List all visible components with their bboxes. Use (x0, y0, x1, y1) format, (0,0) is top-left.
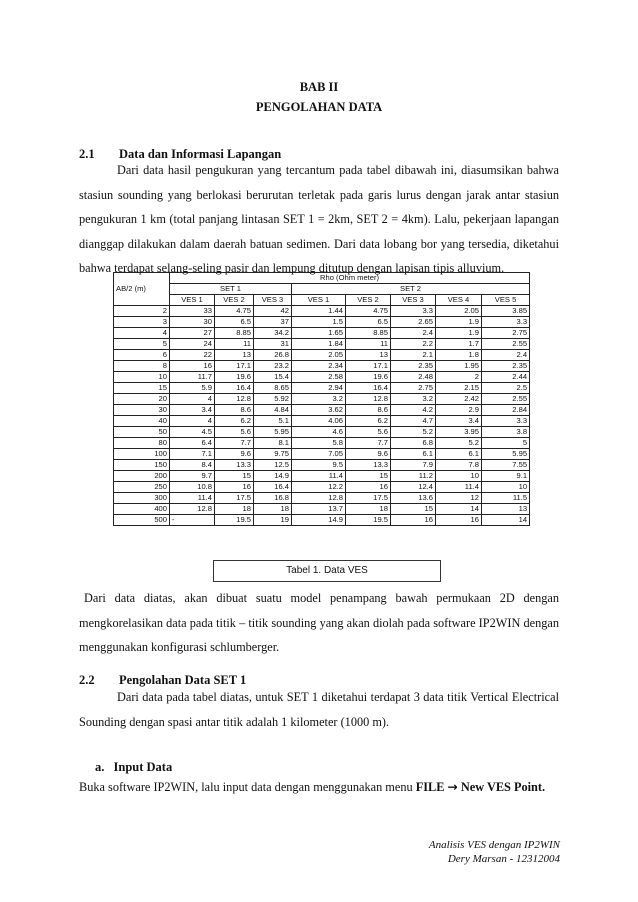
table-row (114, 471, 530, 482)
rho-cell: 2.48 (391, 372, 436, 383)
rho-cell: 11.7 (170, 372, 215, 383)
rho-cell: 9.75 (254, 449, 292, 460)
rho-cell: 8.65 (254, 383, 292, 394)
rho-cell: 2.84 (482, 405, 530, 416)
ab2-cell: 5 (114, 339, 170, 350)
ab2-cell: 20 (114, 394, 170, 405)
rho-cell: 24 (170, 339, 215, 350)
ab2-cell: 3 (114, 317, 170, 328)
rho-cell: 12.4 (391, 482, 436, 493)
rho-cell: 11.4 (292, 471, 346, 482)
column-header: VES 1 (292, 295, 346, 306)
section-2-paragraph (79, 685, 559, 734)
column-header: VES 3 (391, 295, 436, 306)
rho-cell: 9.6 (215, 449, 254, 460)
rho-cell: 12.8 (215, 394, 254, 405)
rho-cell: 7.55 (482, 460, 530, 471)
ab2-cell: 15 (114, 383, 170, 394)
rho-cell: 2.1 (391, 350, 436, 361)
header-set1: SET 1 (170, 284, 292, 295)
rho-cell: 22 (170, 350, 215, 361)
rho-cell: 16 (391, 515, 436, 526)
rho-cell: 2.35 (391, 361, 436, 372)
chapter-label: BAB II (299, 80, 339, 94)
rho-cell: 34.2 (254, 328, 292, 339)
rho-cell: 8.1 (254, 438, 292, 449)
rho-cell: 2.44 (482, 372, 530, 383)
table-row (114, 460, 530, 471)
rho-cell: 2.75 (391, 383, 436, 394)
ab2-cell: 50 (114, 427, 170, 438)
rho-cell: 10 (436, 471, 482, 482)
rho-cell: 4.5 (170, 427, 215, 438)
rho-cell: 4.84 (254, 405, 292, 416)
rho-cell: 14.9 (292, 515, 346, 526)
rho-cell: 5 (482, 438, 530, 449)
rho-cell: 18 (346, 504, 391, 515)
rho-cell: 3.8 (482, 427, 530, 438)
rho-cell: 10.8 (170, 482, 215, 493)
column-header: VES 1 (170, 295, 215, 306)
table-row (114, 372, 530, 383)
rho-cell: 5.2 (436, 438, 482, 449)
rho-cell: 15 (391, 504, 436, 515)
table-row (114, 493, 530, 504)
column-header: VES 5 (482, 295, 530, 306)
rho-cell: 15 (215, 471, 254, 482)
rho-cell: 6.1 (436, 449, 482, 460)
rho-cell: 2.65 (391, 317, 436, 328)
rho-cell: 16 (436, 515, 482, 526)
rho-cell: 1.95 (436, 361, 482, 372)
rho-cell: 6.5 (346, 317, 391, 328)
rho-cell: 5.95 (254, 427, 292, 438)
rho-cell: 14.9 (254, 471, 292, 482)
ab2-cell: 400 (114, 504, 170, 515)
paragraph-line: Dari data pada tabel diatas, untuk SET 1 diketahui terdapat 3 data titik Vertical Electrical (117, 690, 559, 704)
rho-cell: 1.84 (292, 339, 346, 350)
rho-cell: 5.6 (215, 427, 254, 438)
subsection-title: Input Data (113, 760, 173, 774)
ves-data-table (113, 272, 529, 554)
rho-cell: 9.1 (482, 471, 530, 482)
header-rho: Rho (Ohm meter) (170, 273, 530, 284)
rho-cell: 5.2 (391, 427, 436, 438)
rho-cell: 1.44 (292, 306, 346, 317)
rho-cell: 2.9 (436, 405, 482, 416)
after-table-paragraph (79, 586, 559, 660)
ab2-cell: 300 (114, 493, 170, 504)
rho-cell: 3.95 (436, 427, 482, 438)
table-row (114, 416, 530, 427)
footer-author: Dery Marsan - 12312004 (447, 853, 560, 865)
rho-cell: 2.55 (482, 339, 530, 350)
menu-new-ves-point: New VES Point. (460, 780, 546, 794)
rho-cell: 1.65 (292, 328, 346, 339)
rho-cell: 17.1 (215, 361, 254, 372)
table-row (114, 350, 530, 361)
paragraph-line: mengkorelasikan data pada titik – titik sounding yang akan diolah pada software IP2WIN dengan (79, 615, 559, 630)
rho-cell: 3.2 (292, 394, 346, 405)
rho-cell: 11.4 (170, 493, 215, 504)
rho-cell: 9.7 (170, 471, 215, 482)
rho-cell: 19.5 (215, 515, 254, 526)
rho-cell: 16.8 (254, 493, 292, 504)
rho-cell: 18 (254, 504, 292, 515)
rho-cell: 2 (436, 372, 482, 383)
rho-cell: 13 (346, 350, 391, 361)
ab2-cell: 30 (114, 405, 170, 416)
rho-cell: 6.5 (215, 317, 254, 328)
rho-cell: 7.7 (215, 438, 254, 449)
paragraph-line: menggunakan konfigurasi schlumberger. (79, 640, 280, 654)
rho-cell: 6.8 (391, 438, 436, 449)
page-footer (429, 838, 560, 866)
rho-cell: 1.9 (436, 317, 482, 328)
rho-cell: 4.6 (292, 427, 346, 438)
table-row (114, 306, 530, 317)
ab2-cell: 250 (114, 482, 170, 493)
rho-cell: 17.1 (346, 361, 391, 372)
rho-cell: 26.8 (254, 350, 292, 361)
rho-cell: 15.4 (254, 372, 292, 383)
section-number: 2.2 (79, 673, 95, 687)
rho-cell: 2.55 (482, 394, 530, 405)
rho-cell: 8.85 (346, 328, 391, 339)
column-header: VES 2 (346, 295, 391, 306)
rho-cell: 11.2 (391, 471, 436, 482)
rho-cell: 3.62 (292, 405, 346, 416)
table-row (114, 328, 530, 339)
rho-cell: 17.5 (215, 493, 254, 504)
ab2-cell: 6 (114, 350, 170, 361)
rho-cell: 2.34 (292, 361, 346, 372)
rho-cell: 16 (170, 361, 215, 372)
rho-cell: 19 (254, 515, 292, 526)
paragraph-line: dianggap dilakukan dalam daerah batuan sedimen. Dari data lobang bor yang tersedia, diketahui (79, 236, 559, 251)
rho-cell: 2.5 (482, 383, 530, 394)
rho-cell: 6.4 (170, 438, 215, 449)
rho-cell: 13.7 (292, 504, 346, 515)
rho-cell: 3.4 (436, 416, 482, 427)
rho-cell: 4.2 (391, 405, 436, 416)
rho-cell: 5.6 (346, 427, 391, 438)
rho-cell: 5.92 (254, 394, 292, 405)
rho-cell: 31 (254, 339, 292, 350)
rho-cell: 7.05 (292, 449, 346, 460)
rho-cell: 9.5 (292, 460, 346, 471)
rho-cell: 18 (215, 504, 254, 515)
ab2-cell: 4 (114, 328, 170, 339)
rho-cell: 2.2 (391, 339, 436, 350)
paragraph-line: pengukuran 1 km (total panjang lintasan SET 1 = 2km, SET 2 = 4km). Lalu, pekerjaan lapangan (79, 212, 559, 226)
rho-cell: 7.9 (391, 460, 436, 471)
rho-cell: 6.2 (346, 416, 391, 427)
paragraph-line: bahwa terdapat selang-seling pasir dan lempung ditutup dengan lapisan tipis alluvium. (79, 261, 505, 275)
rho-cell: 3.3 (391, 306, 436, 317)
rho-cell: 7.1 (170, 449, 215, 460)
rho-cell: 8.4 (170, 460, 215, 471)
ab2-cell: 500 (114, 515, 170, 526)
rho-cell: 12.5 (254, 460, 292, 471)
rho-cell: 5.9 (170, 383, 215, 394)
rho-cell: 11.5 (482, 493, 530, 504)
section-1-paragraph (79, 158, 559, 281)
rho-cell: 12.2 (292, 482, 346, 493)
column-header: VES 4 (436, 295, 482, 306)
paragraph-line: Sounding dengan spasi antar titik adalah 1 kilometer (1000 m). (79, 714, 390, 729)
rho-cell: 3.2 (391, 394, 436, 405)
ab2-cell: 150 (114, 460, 170, 471)
paragraph-line: Dari data hasil pengukuran yang tercantum pada tabel dibawah ini, diasumsikan bahwa (117, 163, 559, 177)
ab2-cell: 200 (114, 471, 170, 482)
rho-cell: 4.06 (292, 416, 346, 427)
footer-title: Analisis VES dengan IP2WIN (428, 839, 560, 851)
section-number: 2.1 (79, 147, 95, 161)
rho-cell: 4 (170, 416, 215, 427)
rho-cell: 12.8 (170, 504, 215, 515)
rho-cell: 2.4 (391, 328, 436, 339)
rho-cell: 16.4 (254, 482, 292, 493)
ab2-cell: 2 (114, 306, 170, 317)
rho-cell: 8.6 (346, 405, 391, 416)
rho-cell: 14 (482, 515, 530, 526)
table-row (114, 482, 530, 493)
rho-cell: 27 (170, 328, 215, 339)
rho-cell: 16 (346, 482, 391, 493)
chapter-title: PENGOLAHAN DATA (255, 100, 383, 114)
input-instruction (79, 775, 599, 800)
table-caption: Tabel 1. Data VES (213, 560, 441, 582)
ab2-cell: 80 (114, 438, 170, 449)
table-row (114, 405, 530, 416)
rho-cell: 6.1 (391, 449, 436, 460)
subsection-a-heading (95, 760, 172, 775)
rho-cell: 33 (170, 306, 215, 317)
rho-cell: 15 (346, 471, 391, 482)
rho-cell: 5.1 (254, 416, 292, 427)
rho-cell: 4.75 (346, 306, 391, 317)
rho-cell: 8.6 (215, 405, 254, 416)
rho-cell: 11.4 (436, 482, 482, 493)
ab2-cell: 100 (114, 449, 170, 460)
rho-cell: 3.4 (170, 405, 215, 416)
rho-cell: 12 (436, 493, 482, 504)
table-row (114, 504, 530, 515)
table-row (114, 438, 530, 449)
rho-cell: 7.8 (436, 460, 482, 471)
rho-cell: 2.05 (436, 306, 482, 317)
arrow-right-icon: → (447, 780, 458, 794)
table-row (114, 449, 530, 460)
rho-cell: 12.8 (346, 394, 391, 405)
rho-cell: 13.6 (391, 493, 436, 504)
rho-cell: 42 (254, 306, 292, 317)
paragraph-line: stasiun sounding yang berlokasi berurutan terletak pada garis lurus dengan jarak antar stasiun (79, 187, 559, 202)
subsection-label: a. (95, 760, 105, 774)
rho-cell: 2.75 (482, 328, 530, 339)
rho-cell: 2.58 (292, 372, 346, 383)
rho-cell: 2.42 (436, 394, 482, 405)
rho-cell: 4 (170, 394, 215, 405)
rho-cell: 2.4 (482, 350, 530, 361)
rho-cell: 4.7 (391, 416, 436, 427)
ab2-cell: 40 (114, 416, 170, 427)
rho-cell: 1.7 (436, 339, 482, 350)
rho-cell: 1.8 (436, 350, 482, 361)
section-title: Pengolahan Data SET 1 (119, 673, 247, 687)
rho-cell: 13 (215, 350, 254, 361)
rho-cell: 14 (436, 504, 482, 515)
rho-cell: 19.6 (215, 372, 254, 383)
rho-cell: 19.6 (346, 372, 391, 383)
header-ab2: AB/2 (m) (114, 273, 170, 306)
menu-file: FILE (415, 780, 445, 794)
table-row (114, 383, 530, 394)
rho-cell: 13 (482, 504, 530, 515)
rho-cell: 2.94 (292, 383, 346, 394)
table-row (114, 394, 530, 405)
section-title: Data dan Informasi Lapangan (119, 147, 282, 161)
rho-cell: 23.2 (254, 361, 292, 372)
rho-cell: 2.05 (292, 350, 346, 361)
rho-cell: 13.3 (346, 460, 391, 471)
rho-cell: 16.4 (215, 383, 254, 394)
rho-cell: 2.35 (482, 361, 530, 372)
rho-cell: 2.15 (436, 383, 482, 394)
rho-cell: 6.2 (215, 416, 254, 427)
rho-cell: 17.5 (346, 493, 391, 504)
rho-cell: - (170, 515, 215, 526)
rho-cell: 7.7 (346, 438, 391, 449)
rho-cell: 4.75 (215, 306, 254, 317)
paragraph-line (79, 775, 599, 800)
rho-cell: 16.4 (346, 383, 391, 394)
rho-cell: 37 (254, 317, 292, 328)
ab2-cell: 8 (114, 361, 170, 372)
rho-cell: 10 (482, 482, 530, 493)
instruction-text: Buka software IP2WIN, lalu input data dengan menggunakan menu (79, 780, 416, 794)
rho-cell: 3.3 (482, 317, 530, 328)
header-set2: SET 2 (292, 284, 530, 295)
rho-cell: 16 (215, 482, 254, 493)
table-row (114, 515, 530, 526)
table-row (114, 339, 530, 350)
rho-cell: 13.3 (215, 460, 254, 471)
table-row (114, 317, 530, 328)
rho-cell: 11 (215, 339, 254, 350)
table-row (114, 361, 530, 372)
paragraph-line: Dari data diatas, akan dibuat suatu model penampang bawah permukaan 2D dengan (84, 591, 559, 605)
rho-cell: 9.6 (346, 449, 391, 460)
table-row (114, 427, 530, 438)
column-header: VES 2 (215, 295, 254, 306)
rho-cell: 1.9 (436, 328, 482, 339)
rho-cell: 3.85 (482, 306, 530, 317)
rho-cell: 3.3 (482, 416, 530, 427)
rho-cell: 11 (346, 339, 391, 350)
rho-cell: 30 (170, 317, 215, 328)
rho-cell: 8.85 (215, 328, 254, 339)
rho-cell: 5.95 (482, 449, 530, 460)
column-header: VES 3 (254, 295, 292, 306)
column-header-row (114, 295, 530, 306)
rho-cell: 12.8 (292, 493, 346, 504)
rho-cell: 19.5 (346, 515, 391, 526)
ab2-cell: 10 (114, 372, 170, 383)
rho-cell: 1.5 (292, 317, 346, 328)
rho-cell: 5.8 (292, 438, 346, 449)
